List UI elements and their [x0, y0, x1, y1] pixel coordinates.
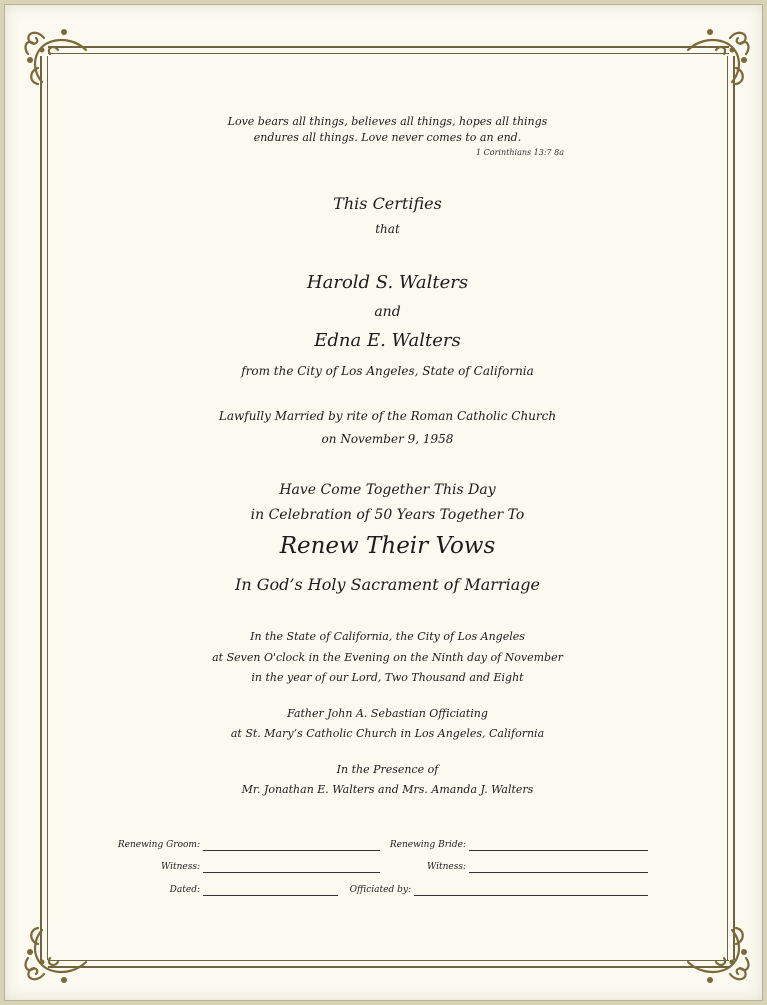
certifies-title: This Certifies: [333, 194, 442, 213]
marriage-date: on November 9, 1958: [321, 432, 454, 446]
border-outer-bottom: [48, 966, 729, 968]
witness1-label: Witness:: [161, 862, 200, 872]
officiated-label: Officiated by:: [349, 885, 411, 895]
border-outer-top: [48, 46, 729, 48]
renew-vows-title: Renew Their Vows: [279, 533, 496, 559]
officiant-line-1: Father John A. Sebastian Officiating: [287, 707, 488, 720]
border-inner-top: [48, 53, 729, 54]
witness1-label-wrap: [64, 862, 200, 874]
renewal-line-1: Have Come Together This Day: [279, 482, 496, 498]
witness2-signature-line[interactable]: [469, 872, 648, 873]
verse-line-1: Love bears all things, believes all things, hopes all things: [227, 115, 548, 128]
dated-label: Dated:: [169, 885, 200, 895]
place-line-3: in the year of our Lord, Two Thousand and Eight: [251, 671, 524, 684]
presence-line-1: In the Presence of: [336, 763, 439, 776]
officiant-line-2: at St. Mary’s Catholic Church in Los Angeles, California: [230, 727, 545, 740]
place-line-1: In the State of California, the City of Los Angeles: [250, 630, 525, 643]
flourish-corner-icon: [680, 24, 754, 98]
flourish-corner-icon: [20, 914, 94, 988]
dated-label-wrap: [64, 885, 200, 897]
bride-signature-label-wrap: [334, 840, 466, 852]
officiated-signature-line[interactable]: [414, 895, 648, 896]
renewal-line-2: in Celebration of 50 Years Together To: [250, 507, 525, 523]
place-line-2: at Seven O'clock in the Evening on the Ninth day of November: [212, 651, 563, 664]
bride-signature-label: Renewing Bride:: [389, 840, 466, 850]
presence-line-2: Mr. Jonathan E. Walters and Mrs. Amanda J. Walters: [241, 783, 534, 796]
bride-signature-line[interactable]: [469, 850, 648, 851]
verse-line-2: endures all things. Love never comes to an end.: [253, 131, 522, 144]
renewal-line-3: In God’s Holy Sacrament of Marriage: [235, 575, 540, 594]
certifies-that: that: [375, 222, 400, 236]
verse-reference: 1 Corinthians 13:7 8a: [476, 148, 564, 157]
couple-origin: from the City of Los Angeles, State of California: [241, 364, 534, 378]
bride-name: Edna E. Walters: [314, 330, 461, 351]
border-inner-bottom: [48, 960, 729, 961]
marriage-line-1: Lawfully Married by rite of the Roman Catholic Church: [218, 409, 557, 423]
couple-and: and: [374, 304, 401, 320]
witness2-label: Witness:: [427, 862, 466, 872]
groom-name: Harold S. Walters: [306, 272, 469, 293]
flourish-corner-icon: [20, 24, 94, 98]
officiated-label-wrap: [304, 885, 411, 897]
groom-signature-label-wrap: [64, 840, 200, 852]
flourish-corner-icon: [680, 914, 754, 988]
groom-signature-label: Renewing Groom:: [117, 840, 200, 850]
witness2-label-wrap: [334, 862, 466, 874]
